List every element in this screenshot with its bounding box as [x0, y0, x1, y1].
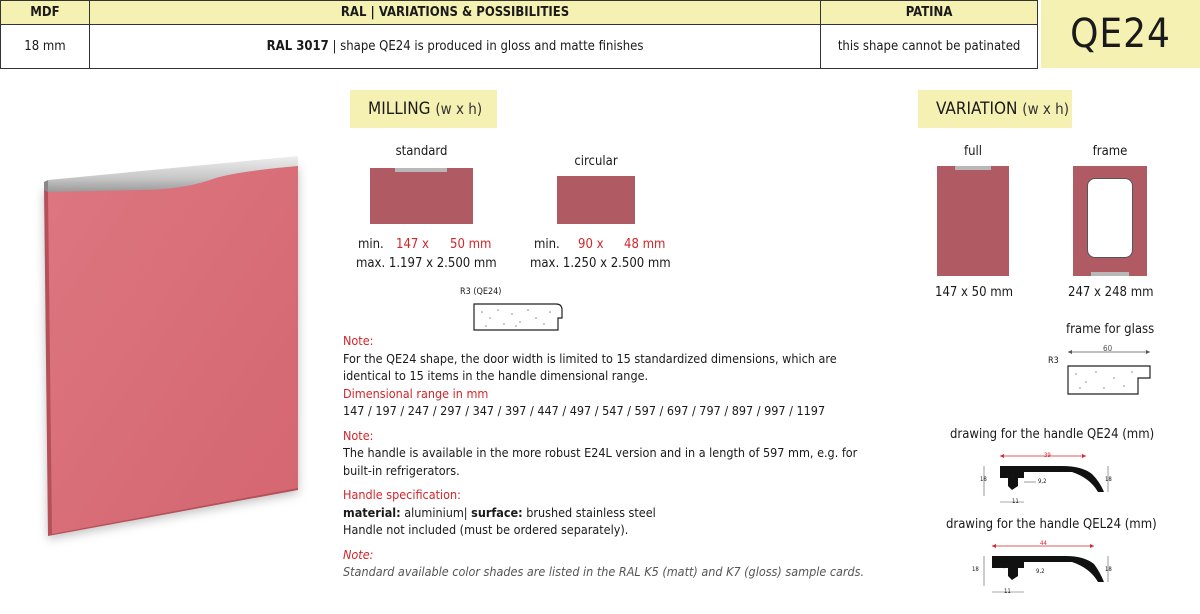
- standard-min-prefix: min.: [358, 237, 384, 252]
- milling-unit: (w x h): [435, 100, 483, 118]
- milling-standard-label: standard: [395, 144, 448, 159]
- variation-frame-panel: [1073, 166, 1147, 276]
- milling-circular-label: circular: [574, 154, 618, 169]
- variation-unit: (w x h): [1022, 100, 1069, 118]
- header-patina: PATINA: [821, 1, 1038, 25]
- qe24-dim-top: 39: [1044, 452, 1051, 459]
- qel24-dim-left: 18: [972, 566, 979, 573]
- frame-glass-dim: 60: [1103, 344, 1113, 353]
- material-value: aluminium|: [400, 504, 472, 520]
- circular-max: max. 1.250 x 2.500 mm: [530, 256, 671, 271]
- qe24-dim-small: 9,2: [1038, 478, 1047, 485]
- ral-cell: [89, 25, 820, 69]
- note3-title: Note:: [343, 546, 374, 562]
- variation-frame-size: 247 x 248 mm: [1068, 285, 1154, 300]
- material-label: material:: [343, 504, 401, 520]
- milling-title: MILLING: [368, 99, 431, 119]
- circular-min-width: 90 x: [578, 237, 604, 252]
- milling-circular-panel: [557, 176, 635, 224]
- handle-qe24-drawing: [972, 452, 1122, 508]
- variation-full-handle: [955, 166, 991, 170]
- ral-code: RAL 3017: [266, 39, 329, 54]
- note1-title: Note:: [343, 333, 374, 348]
- note2-text: The handle is available in the more robust E24L version and in a length of 597 mm, e.g. for built-in refrigerators.: [343, 445, 858, 478]
- frame-glass-label: frame for glass: [1066, 322, 1155, 337]
- qe24-dim-left: 18: [980, 476, 987, 483]
- surface-value: brushed stainless steel: [522, 504, 656, 520]
- standard-min-height: 50 mm: [450, 237, 492, 252]
- handle-spec-title: Handle specification:: [343, 487, 461, 502]
- qel24-dim-small: 9,2: [1036, 568, 1045, 575]
- qel24-dim-inner: 1,5: [1000, 563, 1009, 570]
- patina-value: this shape cannot be patinated: [821, 25, 1038, 69]
- header-mdf: MDF: [1, 1, 90, 25]
- profile-label: R3 (QE24): [460, 287, 502, 297]
- thickness-value: 18 mm: [1, 25, 90, 69]
- standard-min-width: 147 x: [396, 237, 429, 252]
- circular-min-height: 48 mm: [624, 237, 666, 252]
- handle-qe24-title: drawing for the handle QE24 (mm): [950, 427, 1155, 442]
- handle-spec-material: [343, 504, 883, 522]
- qel24-dim-bottom: 11: [1004, 588, 1011, 595]
- standard-max: max. 1.197 x 2.500 mm: [356, 256, 497, 271]
- qel24-dim-right: 18: [1105, 566, 1112, 573]
- note1-text: For the QE24 shape, the door width is limited to 15 standardized dimensions, which are identical to 15 items in the handle dimensional range.: [343, 350, 837, 383]
- spec-table: [0, 0, 1038, 69]
- variation-frame-label: frame: [1092, 144, 1128, 159]
- variation-full-size: 147 x 50 mm: [935, 285, 1014, 300]
- handle-qel24-title: drawing for the handle QEL24 (mm): [946, 517, 1157, 532]
- circular-min-prefix: min.: [534, 237, 560, 252]
- header-ral: RAL | VARIATIONS & POSSIBILITIES: [89, 1, 820, 25]
- variation-full-label: full: [963, 144, 983, 159]
- frame-glass-r: R3: [1048, 356, 1059, 366]
- milling-standard-panel: [370, 168, 473, 224]
- handle-qel24-drawing: [972, 542, 1122, 598]
- ral-description: | shape QE24 is produced in gloss and matte finishes: [328, 39, 644, 54]
- variation-frame-handle: [1091, 272, 1129, 276]
- qe24-dim-bottom: 11: [1012, 498, 1019, 505]
- handle-not-included: Handle not included (must be ordered separately).: [343, 522, 629, 537]
- note2-title: Note:: [343, 427, 374, 443]
- qe24-dim-inner: 1,5: [1006, 473, 1015, 480]
- frame-glass-opening: [1087, 178, 1133, 258]
- dim-range-title: Dimensional range in mm: [343, 385, 489, 401]
- door-illustration: [30, 150, 320, 550]
- product-code: QE24: [1041, 0, 1200, 68]
- surface-label: surface:: [471, 504, 523, 520]
- qe24-dim-right: 18: [1105, 476, 1112, 483]
- variation-title-box: [918, 90, 1072, 128]
- milling-title-box: [350, 90, 497, 128]
- variation-title: VARIATION: [936, 99, 1018, 119]
- variation-full-panel: [937, 166, 1009, 276]
- dim-range-values: 147 / 197 / 247 / 297 / 347 / 397 / 447 / 497 / 547 / 597 / 697 / 797 / 897 / 997 / 1197: [343, 403, 826, 418]
- notes-section: [343, 332, 883, 581]
- milling-standard-handle: [395, 168, 447, 172]
- note3-text: Standard available color shades are listed in the RAL K5 (matt) and K7 (gloss) sample cards.: [343, 564, 865, 579]
- qel24-dim-top: 44: [1040, 540, 1047, 547]
